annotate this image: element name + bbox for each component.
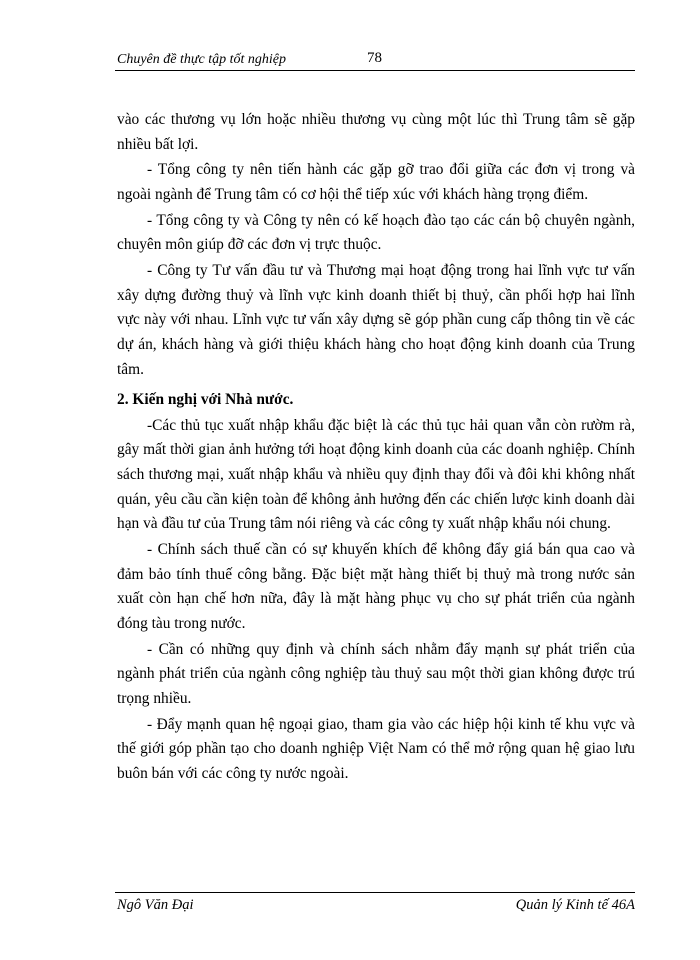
section-heading: 2. Kiến nghị với Nhà nước. — [117, 391, 294, 409]
body-paragraph: vào các thương vụ lớn hoặc nhiều thương vụ cùng một lúc thì Trung tâm sẽ gặp nhiều bất lợi. — [117, 111, 635, 153]
page-number: 78 — [367, 50, 382, 66]
footer-rule — [115, 892, 635, 893]
page-header — [115, 48, 635, 70]
body-paragraph: - Tổng công ty và Công ty nên có kế hoạch đào tạo các cán bộ chuyên ngành, chuyên môn giúp đỡ các đơn vị trực thuộc. — [117, 211, 635, 254]
document-title: Chuyên đề thực tập tốt nghiệp — [117, 52, 286, 67]
body-paragraph: - Công ty Tư vấn đầu tư và Thương mại hoạt động trong hai lĩnh vực tư vấn xây dựng đường thuỷ và lĩnh vực kinh doanh thiết bị thuỷ, cần phối hợp hai lĩnh vực này với nhau. Lĩnh vực tư vấn xây dựng sẽ góp phần cung cấp thông tin về các dự án, khách hàng và giới thiệu khách hàng cho hoạt động kinh doanh của Trung tâm. — [117, 262, 635, 378]
page-footer — [115, 897, 635, 919]
body-paragraph: - Cần có những quy định và chính sách nhằm đẩy mạnh sự phát triển của ngành phát triển của ngành công nghiệp tàu thuỷ sau một thời gian không được trú trọng nhiều. — [117, 640, 635, 707]
header-rule — [115, 70, 635, 71]
department-label: Quản lý Kinh tế 46A — [515, 897, 635, 913]
body-paragraph: - Đẩy mạnh quan hệ ngoại giao, tham gia vào các hiệp hội kinh tế khu vực và thế giới góp phần tạo cho doanh nghiệp Việt Nam có thể mở rộng quan hệ giao lưu buôn bán với các công ty nước ngoài. — [117, 715, 635, 782]
page-body — [117, 108, 635, 788]
author-name: Ngô Văn Đại — [117, 897, 194, 913]
body-paragraph: - Tổng công ty nên tiến hành các gặp gỡ trao đổi giữa các đơn vị trong và ngoài ngành để Trung tâm có cơ hội thể tiếp xúc với khách hàng trọng điểm. — [117, 161, 635, 203]
body-paragraph: -Các thủ tục xuất nhập khẩu đặc biệt là các thủ tục hải quan vẫn còn rườm rà, gây mất thời gian ảnh hưởng tới hoạt động kinh doanh của các doanh nghiệp. Chính sách thương mại, xuất nhập khẩu và nhiều quy định thay đổi và đôi khi không nhất quán, yêu cầu cần kiện toàn để không ảnh hưởng đến các chiến lược kinh doanh dài hạn và đầu tư của Trung tâm nói riêng và các công ty xuất nhập khẩu nói chung. — [117, 416, 635, 533]
body-paragraph: - Chính sách thuế cần có sự khuyến khích để không đẩy giá bán qua cao và đảm bảo tính thuế công bằng. Đặc biệt mặt hàng thiết bị thuỷ mà trong nước sản xuất còn hạn chế hơn nữa, đây là mặt hàng phục vụ cho sự phát triển của ngành đóng tàu trong nước. — [117, 541, 635, 632]
